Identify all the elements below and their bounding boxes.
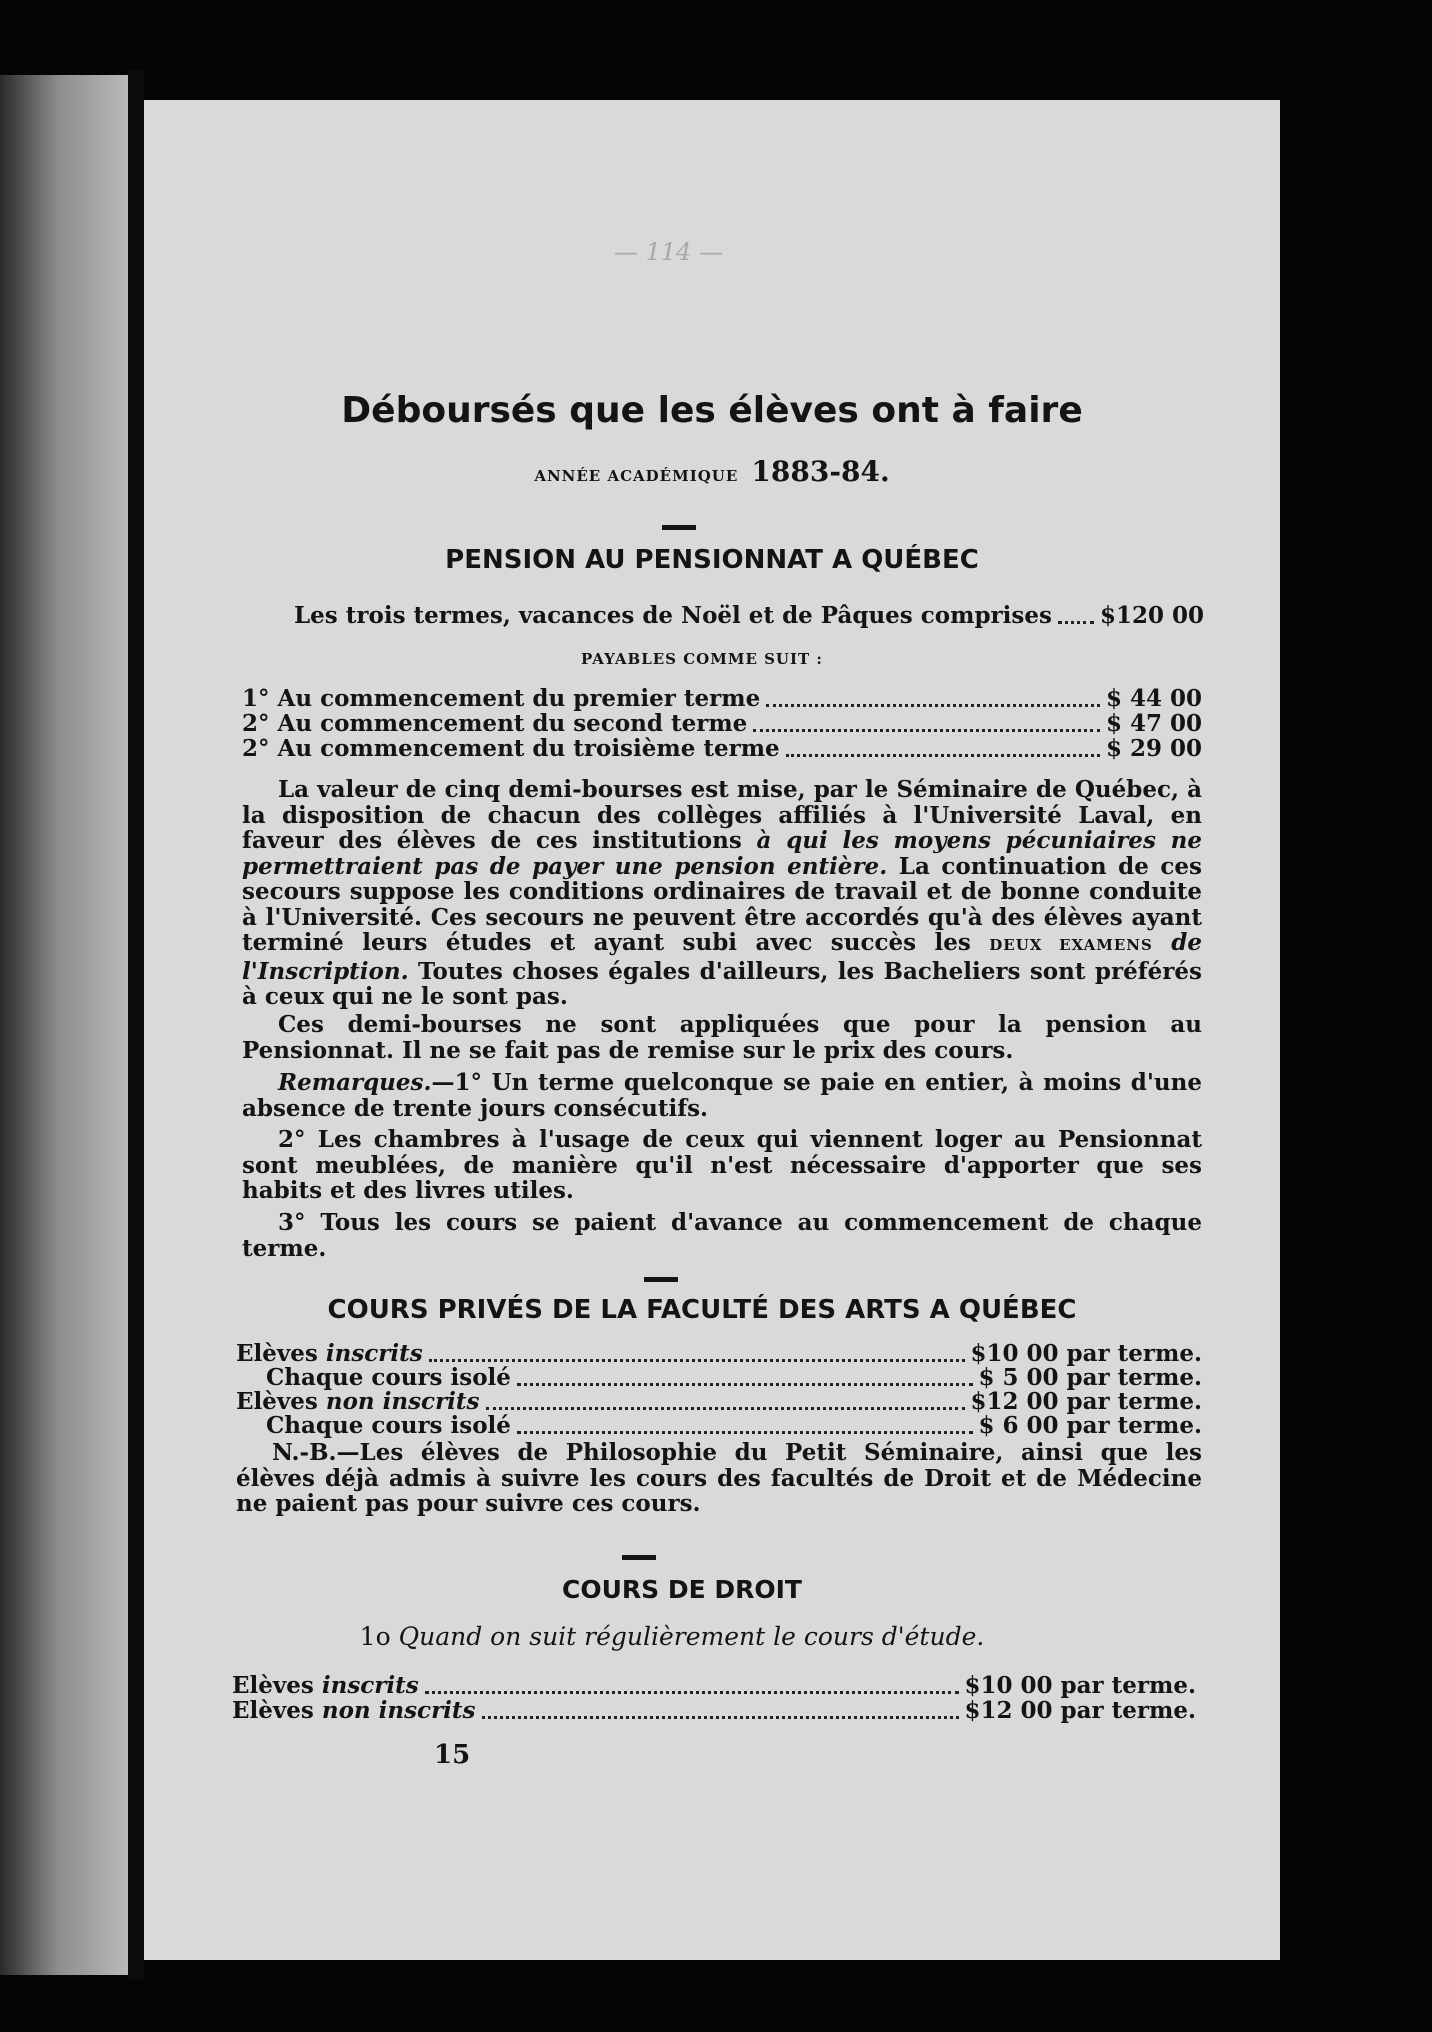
academic-year-value: 1883-84. [751, 455, 890, 488]
droit-fee-label: Elèves inscrits [232, 1672, 419, 1699]
facing-page-edge [0, 75, 128, 1975]
fees-paragraph [242, 1210, 1202, 1262]
droit-fee-amount: $10 00 par terme. [964, 1672, 1196, 1699]
bursary-note-text: Ces demi-bourses ne sont appliquées que pour la pension au Pensionnat. Il ne se fait pas de remise sur le prix des cours. [242, 1012, 1202, 1064]
nb-paragraph [236, 1440, 1202, 1520]
payment-amount: $ 29 00 [1105, 735, 1202, 762]
remarks-paragraph [242, 1070, 1202, 1122]
pension-total-amount: $120 00 [1099, 602, 1204, 629]
academic-year [144, 455, 1280, 488]
dot-leader [425, 1691, 959, 1694]
bursary-text: Toutes choses égales d'ailleurs, les Bacheliers sont préférés à ceux qui ne le sont pas. [242, 957, 1202, 1009]
payable-label: PAYABLES COMME SUIT : [581, 650, 823, 668]
pension-total-row [294, 602, 1204, 630]
arts-fee-amount: $ 6 00 par terme. [978, 1412, 1202, 1439]
arts-heading: COURS PRIVÉS DE LA FACULTÉ DES ARTS A QUÉBEC [327, 1295, 1077, 1325]
rooms-paragraph [242, 1127, 1202, 1205]
payment-row [242, 710, 1202, 738]
droit-fee-amount: $12 00 par terme. [964, 1697, 1196, 1724]
academic-year-label: ANNÉE ACADÉMIQUE [534, 467, 739, 485]
divider [644, 1277, 678, 1282]
payment-row [242, 735, 1202, 763]
dot-leader [429, 1359, 965, 1362]
droit-fee-label: Elèves non inscrits [232, 1697, 476, 1724]
arts-fee-label: Elèves non inscrits [236, 1388, 480, 1415]
arts-fee-label: Chaque cours isolé [266, 1364, 511, 1391]
dot-leader [482, 1716, 959, 1719]
dot-leader [786, 754, 1100, 757]
droit-subheading [104, 1622, 1240, 1651]
book-spine [128, 70, 144, 1980]
dot-leader [1058, 621, 1094, 624]
payment-label: 2° Au commencement du second terme [242, 710, 748, 737]
bleed-through-folio: — 114 — [614, 238, 724, 266]
arts-fee-row [266, 1412, 1202, 1440]
arts-fee-label: Elèves inscrits [236, 1340, 423, 1367]
page-title: Déboursés que les élèves ont à faire [341, 390, 1083, 431]
arts-fee-label: Chaque cours isolé [266, 1412, 511, 1439]
bursary-italic-text: de l'Inscription. [242, 929, 1202, 985]
dot-leader [486, 1407, 965, 1410]
pension-heading: PENSION AU PENSIONNAT A QUÉBEC [445, 545, 979, 575]
droit-subheading-text: Quand on suit régulièrement le cours d'étude. [398, 1622, 985, 1651]
arts-fee-amount: $ 5 00 par terme. [978, 1364, 1202, 1391]
droit-heading: COURS DE DROIT [561, 1575, 802, 1604]
signature-mark: 15 [434, 1740, 471, 1770]
droit-subheading-number: 1o [359, 1622, 391, 1651]
dot-leader [766, 704, 1100, 707]
dot-leader [517, 1383, 973, 1386]
payment-label: 2° Au commencement du troisième terme [242, 735, 780, 762]
divider [662, 525, 696, 530]
droit-fee-row [232, 1672, 1196, 1700]
rooms-text: 2° Les chambres à l'usage de ceux qui viennent loger au Pensionnat sont meublées, de manière qu'il n'est nécessaire d'apporter que ses habits et des livres utiles. [242, 1127, 1202, 1204]
arts-fee-amount: $12 00 par terme. [970, 1388, 1202, 1415]
fees-text: 3° Tous les cours se paient d'avance au commencement de chaque terme. [242, 1210, 1202, 1262]
pension-total-label: Les trois termes, vacances de Noël et de Pâques comprises [294, 602, 1052, 629]
nb-text: N.-B.—Les élèves de Philosophie du Petit Séminaire, ainsi que les élèves déjà admis à suivre les cours des facultés de Droit et de Médecine ne paient pas pour suivre ces cours. [236, 1440, 1202, 1517]
arts-fee-amount: $10 00 par terme. [970, 1340, 1202, 1367]
payment-amount: $ 47 00 [1105, 710, 1202, 737]
document-page [144, 100, 1280, 1960]
dot-leader [517, 1431, 973, 1434]
payment-amount: $ 44 00 [1105, 685, 1202, 712]
dot-leader [753, 729, 1100, 732]
droit-fee-row [232, 1697, 1196, 1725]
bursary-paragraph [242, 777, 1202, 1009]
payment-label: 1° Au commencement du premier terme [242, 685, 761, 712]
remarks-label: Remarques. [278, 1070, 432, 1096]
payment-row [242, 685, 1202, 713]
bursary-note-paragraph [242, 1012, 1202, 1064]
remarks-text: —1° Un terme quelconque se paie en entier, à moins d'une absence de trente jours consécutifs. [242, 1070, 1202, 1122]
divider [622, 1555, 656, 1560]
bursary-text: La continuation de ces secours suppose les conditions ordinaires de travail et de bonne conduite à l'Université. Ces secours ne peuvent être accordés qu'à des élèves ayant terminé leurs études et ayant subi avec succès les [242, 852, 1202, 956]
bursary-italic-text: à qui les moyens pécuniaires ne permettraient pas de payer une pension entière. [242, 827, 1202, 880]
bursary-text: La valeur de cinq demi-bourses est mise, par le Séminaire de Québec, à la disposition de chacun des collèges affiliés à l'Université Laval, en faveur des élèves de ces institutions [242, 777, 1202, 854]
bursary-smallcaps-text: DEUX EXAMENS [989, 936, 1153, 954]
